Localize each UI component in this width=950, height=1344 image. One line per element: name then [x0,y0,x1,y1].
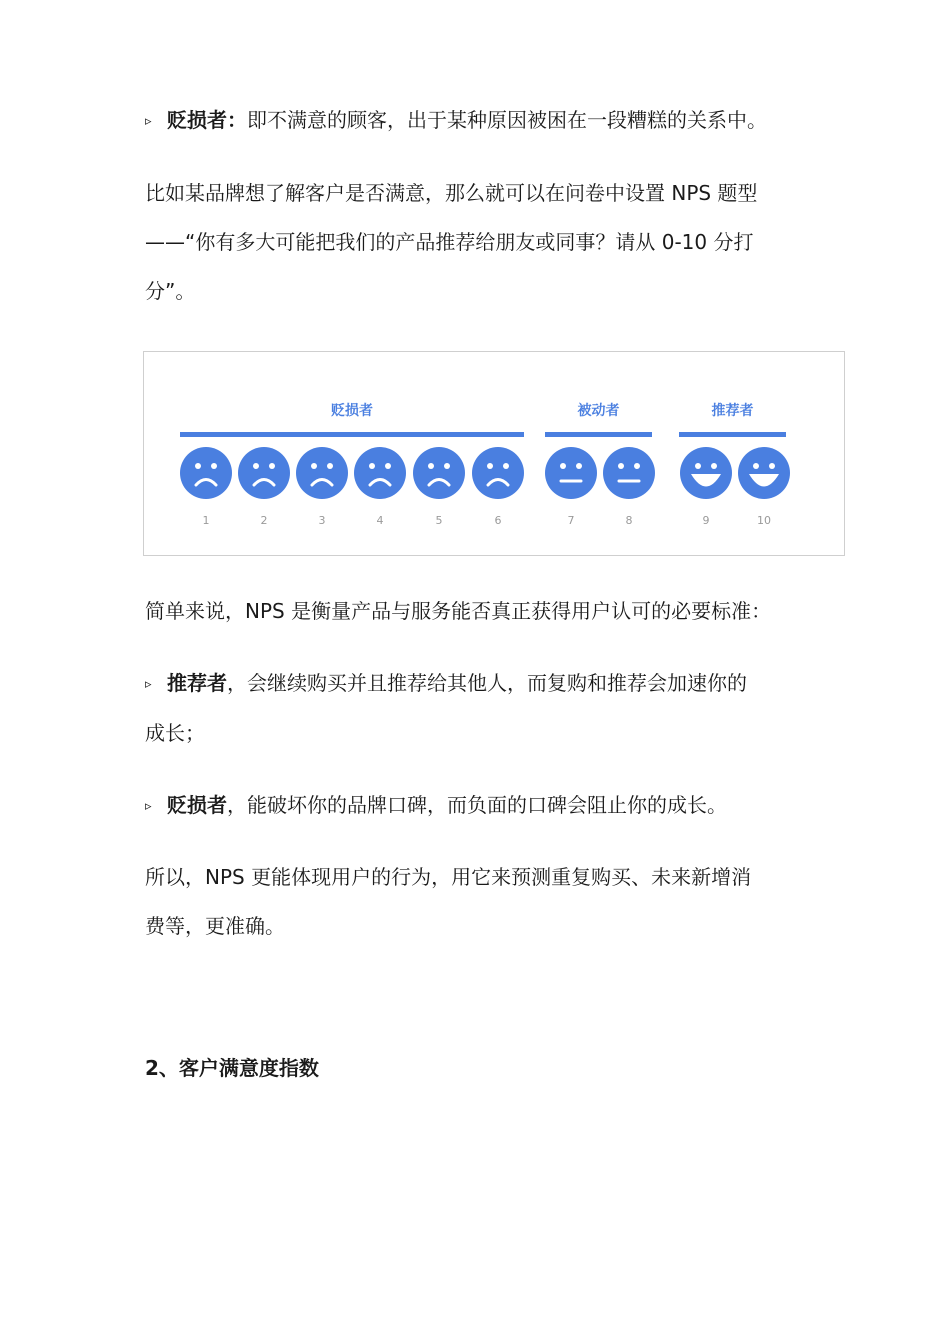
paragraph-line: 分”。 [145,279,196,303]
score-label: 10 [757,514,771,527]
score-label: 9 [702,514,710,527]
nps-scale-figure [143,351,845,556]
nps-summary-paragraph: 简单来说，NPS 是衡量产品与服务能否真正获得用户认可的必要标准： [145,599,772,623]
score-label: 8 [625,514,633,527]
group-label: 贬损者 [331,403,373,419]
bullet-promoter [145,659,825,758]
group-bracket-bar [180,432,524,437]
paragraph-line: 费等，更准确。 [145,914,285,938]
nps-question-paragraph [145,169,825,316]
group-bracket-bar [679,432,786,437]
bullet-text: ，会继续购买并且推荐给其他人，而复购和推荐会加速你的 [227,671,747,695]
paragraph-line: 比如某品牌想了解客户是否满意，那么就可以在问卷中设置 NPS 题型 [145,181,758,205]
bullet-text: 成长； [145,721,205,745]
sad-face-icon [354,447,406,499]
group-label: 推荐者 [711,403,754,419]
bullet-text: 即不满意的顾客，出于某种原因被困在一段糟糕的关系中。 [247,108,767,132]
sad-face-icon [413,447,465,499]
neutral-face-icon [545,447,597,499]
happy-face-icon [738,447,790,499]
score-label: 5 [435,514,443,527]
paragraph-line: ——“你有多大可能把我们的产品推荐给朋友或同事？请从 0-10 分打 [145,230,754,254]
triangle-bullet-icon: ▹ [145,677,152,692]
nps-scale-graphic [144,352,844,555]
score-label: 4 [376,514,384,527]
score-label: 6 [494,514,502,527]
triangle-bullet-icon: ▹ [145,114,152,129]
bullet-term: 贬损者 [167,108,227,132]
score-label: 7 [567,514,575,527]
group-bracket-bar [545,432,652,437]
score-label: 2 [260,514,268,527]
sad-face-icon [296,447,348,499]
sad-face-icon [472,447,524,499]
bullet-term: 推荐者 [167,671,227,695]
paragraph-line: 所以，NPS 更能体现用户的行为，用它来预测重复购买、未来新增消 [145,865,752,889]
sad-face-icon [238,447,290,499]
neutral-face-icon [603,447,655,499]
score-label: 3 [318,514,326,527]
conclusion-paragraph [145,853,825,951]
bullet-text: ，能破坏你的品牌口碑，而负面的口碑会阻止你的成长。 [227,793,727,817]
bullet-detractor [145,781,825,831]
bullet-term: 贬损者 [167,793,227,817]
sad-face-icon [180,447,232,499]
section-heading: 2、客户满意度指数 [145,1056,319,1080]
group-label: 被动者 [577,403,620,419]
happy-face-icon [680,447,732,499]
bullet-separator: ： [227,108,247,132]
triangle-bullet-icon: ▹ [145,799,152,814]
bullet-detractor-definition [145,96,825,146]
score-label: 1 [202,514,210,527]
